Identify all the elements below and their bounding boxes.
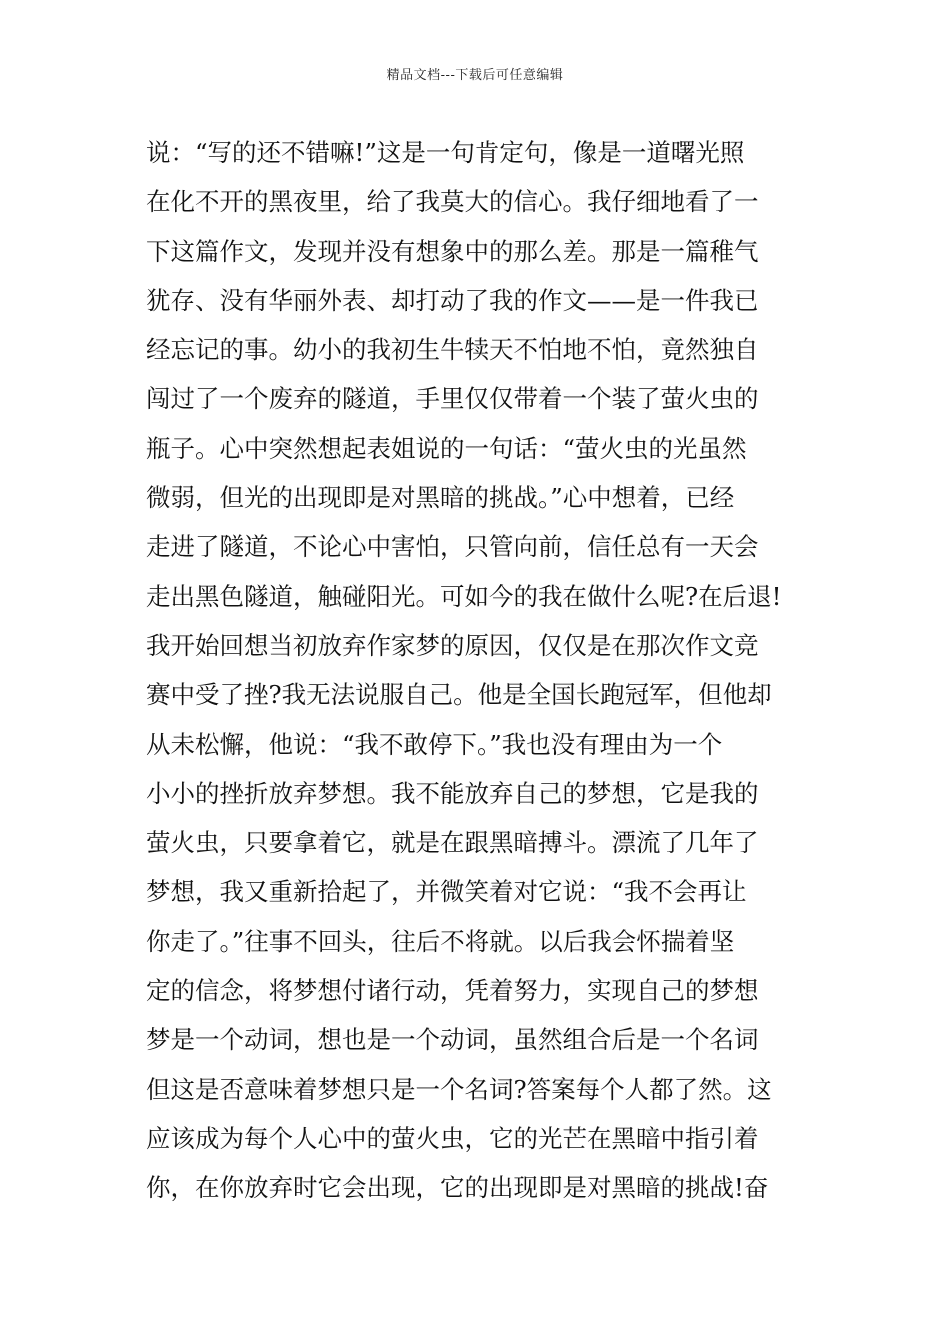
text-line-21: 应该成为每个人心中的萤火虫，它的光芒在黑暗中指引着 [146,1123,759,1153]
text-line-2: 在化不开的黑夜里，给了我莫大的信心。我仔细地看了一 [146,187,759,217]
text-line-19: 梦是一个动词，想也是一个动词，虽然组合后是一个名词 [146,1025,759,1055]
text-line-13: 从未松懈，他说：“我不敢停下。”我也没有理由为一个 [146,729,723,759]
text-line-5: 经忘记的事。幼小的我初生牛犊天不怕地不怕，竟然独自 [146,335,759,365]
text-line-10: 走出黑色隧道，触碰阳光。可如今的我在做什么呢?在后退! [146,581,782,611]
text-line-12: 赛中受了挫?我无法说服自己。他是全国长跑冠军，但他却 [146,680,772,710]
text-line-11: 我开始回想当初放弃作家梦的原因，仅仅是在那次作文竞 [146,630,759,660]
text-line-16: 梦想，我又重新拾起了，并微笑着对它说：“我不会再让 [146,877,747,907]
text-line-8: 微弱，但光的出现即是对黑暗的挑战。”心中想着，已经 [146,483,735,513]
text-line-6: 闯过了一个废弃的隧道，手里仅仅带着一个装了萤火虫的 [146,384,759,414]
text-line-7: 瓶子。心中突然想起表姐说的一句话：“萤火虫的光虽然 [146,433,747,463]
text-line-1: 说：“写的还不错嘛!”这是一句肯定句，像是一道曙光照 [146,138,745,167]
body-text [146,128,816,1213]
text-line-20: 但这是否意味着梦想只是一个名词?答案每个人都了然。这 [146,1074,772,1104]
text-line-3: 下这篇作文，发现并没有想象中的那么差。那是一篇稚气 [146,236,759,266]
text-line-18: 定的信念，将梦想付诸行动，凭着努力，实现自己的梦想 [146,976,759,1006]
text-line-9: 走进了隧道，不论心中害怕，只管向前，信任总有一天会 [146,532,759,562]
text-line-22: 你，在你放弃时它会出现，它的出现即是对黑暗的挑战!奋 [146,1173,769,1203]
text-line-4: 犹存、没有华丽外表、却打动了我的作文——是一件我已 [146,285,759,315]
text-line-15: 萤火虫，只要拿着它，就是在跟黑暗搏斗。漂流了几年了 [146,828,759,858]
text-line-17: 你走了。”往事不回头，往后不将就。以后我会怀揣着坚 [146,926,735,956]
text-line-14: 小小的挫折放弃梦想。我不能放弃自己的梦想，它是我的 [146,778,759,808]
page-header: 精品文档---下载后可任意编辑 [386,68,564,83]
